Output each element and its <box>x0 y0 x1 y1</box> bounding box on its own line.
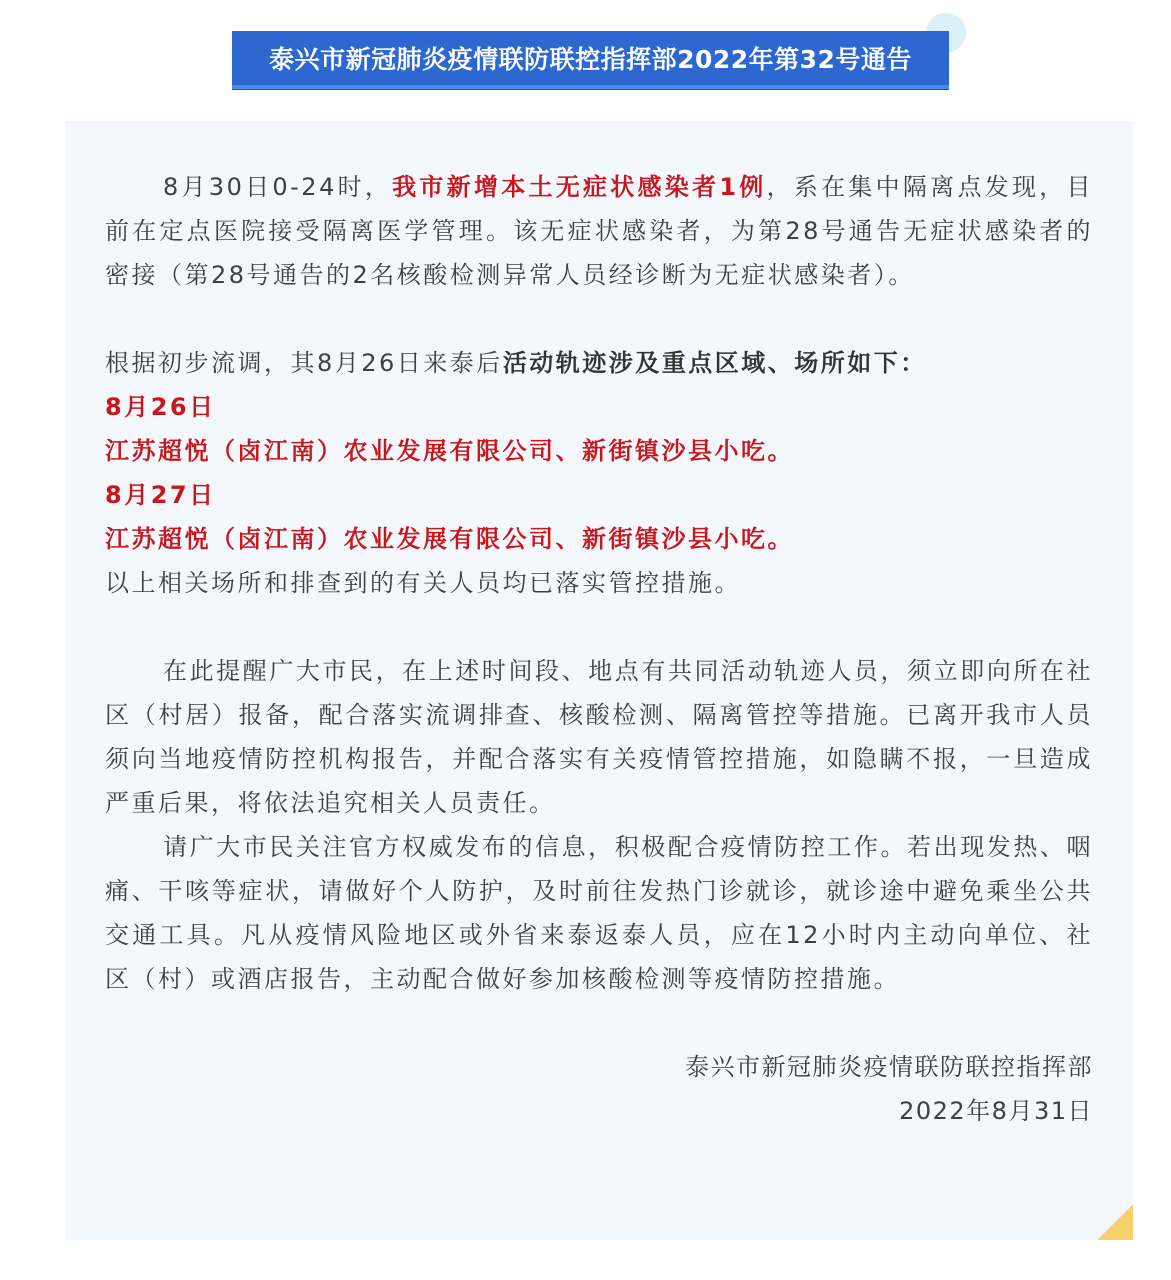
title-banner <box>0 0 1171 100</box>
notice-body-panel <box>65 121 1133 1240</box>
paragraph-gap <box>105 297 1093 341</box>
control-note: 以上相关场所和排查到的有关人员均已落实管控措施。 <box>105 569 741 597</box>
corner-decoration <box>1097 1204 1133 1240</box>
paragraph-gap <box>105 605 1093 649</box>
notice-title: 泰兴市新冠肺炎疫情联防联控指挥部2022年第32号通告 <box>232 31 949 89</box>
signature-org: 泰兴市新冠肺炎疫情联防联控指挥部 <box>685 1053 1093 1081</box>
case-details-text: ，系在集中隔离点发现，目前在定点医院接受隔离医学管理。该无症状感染者，为第28号通告无症状感染者的密接（第28号通告的2名核酸检测异常人员经诊断为无症状感染者）。 <box>105 173 1094 289</box>
trail-intro-bold: 活动轨迹涉及重点区域、场所如下： <box>502 349 927 377</box>
trail-places: 江苏超悦（卤江南）农业发展有限公司、新街镇沙县小吃。 <box>105 525 794 553</box>
trail-date: 8月26日 <box>105 393 216 421</box>
trail-intro <box>105 341 1093 385</box>
paragraph-new-case <box>105 165 1093 297</box>
paragraph-reminder: 在此提醒广大市民，在上述时间段、地点有共同活动轨迹人员，须立即向所在社区（村居）报备，配合落实流调排查、核酸检测、隔离管控等措施。已离开我市人员须向当地疫情防控机构报告，并配合落实有关疫情管控措施，如隐瞒不报，一旦造成严重后果，将依法追究相关人员责任。 <box>105 657 1093 817</box>
paragraph-gap <box>105 1001 1093 1045</box>
new-case-highlight: 我市新增本土无症状感染者1例 <box>392 173 767 201</box>
signature-date: 2022年8月31日 <box>899 1097 1093 1125</box>
trail-places: 江苏超悦（卤江南）农业发展有限公司、新街镇沙县小吃。 <box>105 437 794 465</box>
date-time-text: 8月30日0-24时， <box>163 173 393 201</box>
paragraph-advice: 请广大市民关注官方权威发布的信息，积极配合疫情防控工作。若出现发热、咽痛、干咳等症状，请做好个人防护，及时前往发热门诊就诊，就诊途中避免乘坐公共交通工具。凡从疫情风险地区或外省来泰返泰人员，应在12小时内主动向单位、社区（村）或酒店报告，主动配合做好参加核酸检测等疫情防控措施。 <box>105 833 1093 993</box>
trail-intro-lead: 根据初步流调，其8月26日来泰后 <box>105 349 503 377</box>
trail-date: 8月27日 <box>105 481 216 509</box>
notice-content <box>105 165 1093 1133</box>
